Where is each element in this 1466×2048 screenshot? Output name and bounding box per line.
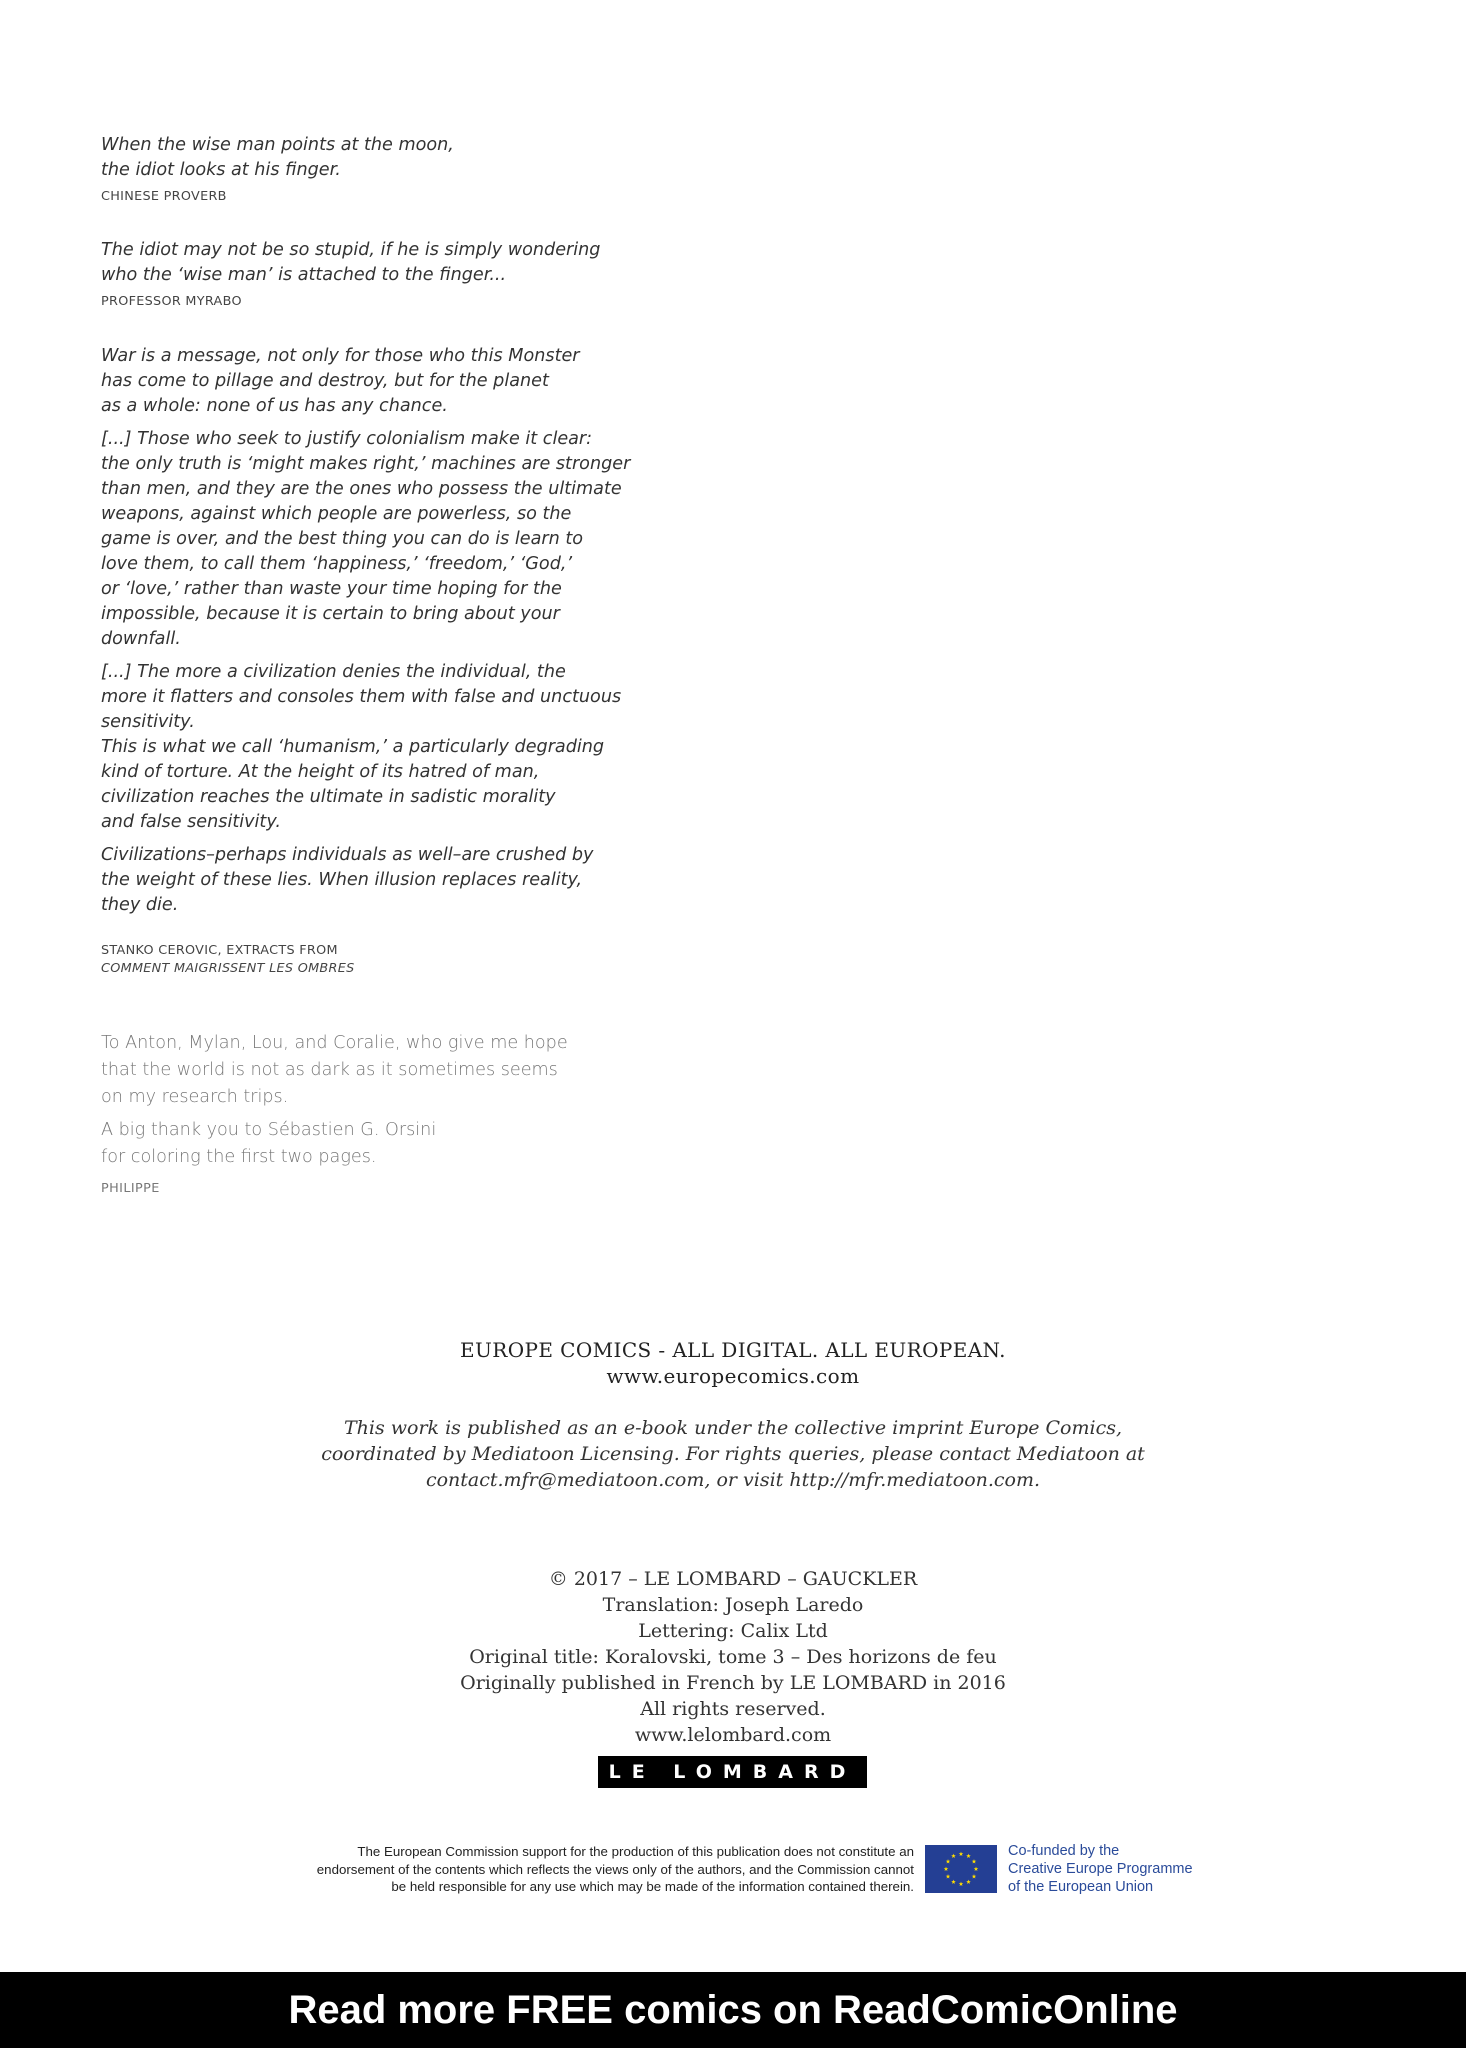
credit-line: © 2017 – LE LOMBARD – GAUCKLER [548, 1568, 918, 1590]
eu-star [966, 1854, 971, 1858]
extract-paragraph: Civilizations–perhaps individuals as well–are crushed by the weight of these lies. When illusion replaces reality, they die. [101, 845, 594, 915]
credits-block [0, 1566, 1466, 1748]
quote-text: The idiot may not be so stupid, if he is simply wondering who the ‘wise man’ is attached to the finger... [101, 240, 601, 285]
extract-author-name: STANKO CEROVIC, EXTRACTS FROM [101, 943, 338, 958]
eu-star [944, 1867, 949, 1871]
extract-block [101, 344, 661, 996]
eu-star [946, 1874, 951, 1878]
eu-disclaimer: The European Commission support for the production of this publication does not constitute an endorsement of the contents which reflects the views only of the authors, and the Commission cannot be held responsible for any use which may be made of the information contained therein. [316, 1844, 914, 1894]
eu-star [959, 1852, 964, 1856]
credit-line: www.lelombard.com [634, 1724, 832, 1746]
dedication-signature: PHILIPPE [101, 1181, 160, 1196]
credit-line: Translation: Joseph Laredo [602, 1594, 864, 1616]
dedication [101, 1030, 621, 1196]
dedication-text: To Anton, Mylan, Lou, and Coralie, who give me hope that the world is not as dark as it sometimes seems on my research trips. [101, 1033, 568, 1107]
europe-comics-tagline: EUROPE COMICS - ALL DIGITAL. ALL EUROPEAN. [460, 1338, 1006, 1362]
extract-paragraph: [...] The more a civilization denies the individual, the more it flatters and consoles them with false and unctuous sensitivity. This is what we call ‘humanism,’ a particularly degrading kind of torture. At the height of its hatred of man, civilization reaches the ultimate in sadistic morality and false sensitivity. [101, 662, 622, 832]
eu-stars-icon [925, 1845, 997, 1893]
extract-paragraph: [...] Those who seek to justify colonialism make it clear: the only truth is ‘might makes right,’ machines are stronger than men, and they are the ones who possess the ultimate weapons, against which people are powerless, so the game is over, and the best thing you can do is learn to love them, to call them ‘happiness,’ ‘freedom,’ ‘God,’ or ‘love,’ rather than waste your time hoping for the impossible, because it is certain to bring about your downfall. [101, 429, 631, 649]
extract-source-title: COMMENT MAIGRISSENT LES OMBRES [101, 961, 355, 976]
credit-line: Lettering: Calix Ltd [638, 1620, 828, 1642]
le-lombard-logo [598, 1756, 867, 1788]
eu-flag-icon [925, 1845, 997, 1893]
eu-star [951, 1880, 956, 1884]
publication-notice: This work is published as an e-book under the collective imprint Europe Comics, coordinated by Mediatoon Licensing. For rights queries, please contact Mediatoon at contact.mfr@mediatoon.com, or visit http://mfr.mediatoon.com. [321, 1417, 1145, 1491]
quote-author: PROFESSOR MYRABO [101, 294, 242, 309]
quote-author: CHINESE PROVERB [101, 189, 227, 204]
europe-comics-url: www.europecomics.com [606, 1364, 860, 1388]
eu-star [966, 1880, 971, 1884]
promo-banner[interactable] [0, 1972, 1466, 2048]
logo-text: LE LOMBARD [608, 1761, 857, 1783]
extract-paragraph: War is a message, not only for those who this Monster has come to pillage and destroy, but for the planet as a whole: none of us has any chance. [101, 346, 580, 416]
quote-block [101, 133, 621, 206]
eu-star [946, 1859, 951, 1863]
eu-star [951, 1854, 956, 1858]
eu-funded-text: Co-funded by the Creative Europe Programme of the European Union [1008, 1843, 1193, 1895]
extract-author [101, 924, 661, 996]
credit-line: Originally published in French by LE LOMBARD in 2016 [460, 1672, 1006, 1694]
quote-block [101, 238, 621, 311]
credit-line: Original title: Koralovski, tome 3 – Des horizons de feu [469, 1646, 997, 1668]
eu-star [972, 1874, 977, 1878]
credit-line: All rights reserved. [640, 1698, 826, 1720]
eu-star [974, 1867, 979, 1871]
quote-text: When the wise man points at the moon, the idiot looks at his finger. [101, 135, 454, 180]
acknowledgement-text: A big thank you to Sébastien G. Orsini for coloring the first two pages. [101, 1120, 437, 1167]
eu-star [959, 1882, 964, 1886]
eu-star [972, 1859, 977, 1863]
promo-banner-text: Read more FREE comics on ReadComicOnline [288, 1987, 1178, 2032]
